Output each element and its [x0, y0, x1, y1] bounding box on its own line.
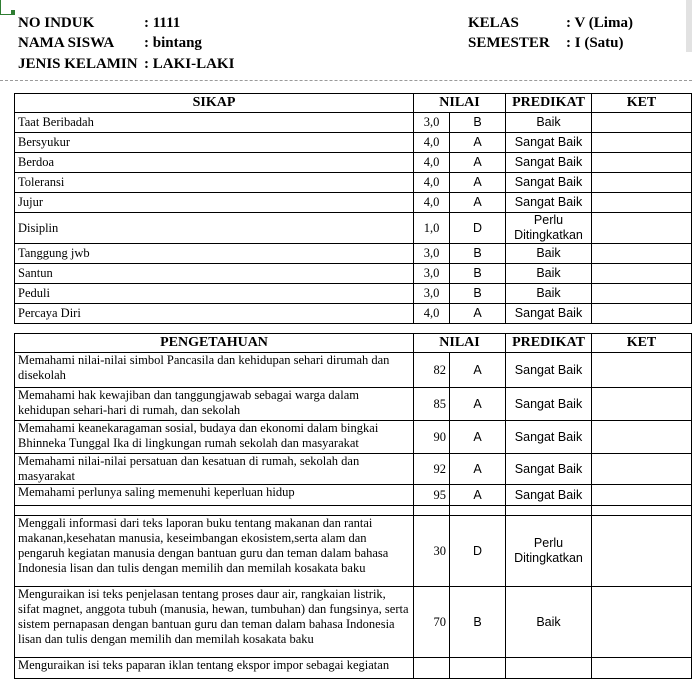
- predikat-cell: Baik: [506, 587, 592, 658]
- spacer-cell: [15, 506, 414, 516]
- sikap-row: [15, 133, 692, 153]
- sikap-name-cell: Santun: [15, 264, 414, 284]
- sikap-row: [15, 213, 692, 244]
- ket-cell: [592, 454, 692, 485]
- grade-cell: A: [450, 388, 506, 421]
- predikat-cell: Sangat Baik: [506, 173, 592, 193]
- grade-cell: A: [450, 485, 506, 506]
- pengetahuan-row: [15, 485, 692, 506]
- grade-cell: A: [450, 153, 506, 173]
- predikat-cell: Perlu Ditingkatkan: [506, 213, 592, 244]
- pengetahuan-table: [14, 333, 692, 679]
- sikap-row: [15, 113, 692, 133]
- kompetensi-cell: Menguraikan isi teks paparan iklan tentang ekspor impor sebagai kegiatan: [15, 658, 414, 679]
- grade-cell: A: [450, 421, 506, 454]
- ket-header: KET: [592, 94, 692, 113]
- ket-cell: [592, 388, 692, 421]
- predikat-header: PREDIKAT: [506, 334, 592, 353]
- grade-cell: A: [450, 133, 506, 153]
- semester-value: : I (Satu): [566, 35, 624, 51]
- spacer-cell: [592, 506, 692, 516]
- predikat-cell: Baik: [506, 113, 592, 133]
- grade-cell: D: [450, 213, 506, 244]
- sikap-name-cell: Jujur: [15, 193, 414, 213]
- grade-cell: A: [450, 173, 506, 193]
- grade-cell: A: [450, 193, 506, 213]
- kompetensi-cell: Memahami keanekaragaman sosial, budaya dan ekonomi dalam bingkai Bhinneka Tunggal Ika di lingkungan rumah sekolah dan masyarakat: [15, 421, 414, 454]
- score-cell: 3,0: [414, 244, 450, 264]
- ket-cell: [592, 516, 692, 587]
- ket-cell: [592, 353, 692, 388]
- grade-cell: D: [450, 516, 506, 587]
- sikap-name-cell: Toleransi: [15, 173, 414, 193]
- kompetensi-cell: Memahami nilai-nilai persatuan dan kesatuan di rumah, sekolah dan masyarakat: [15, 454, 414, 485]
- nama-siswa-label: NAMA SISWA: [18, 35, 115, 51]
- ket-cell: [592, 284, 692, 304]
- spacer-cell: [506, 506, 592, 516]
- ket-cell: [592, 213, 692, 244]
- kompetensi-cell: Menggali informasi dari teks laporan buku tentang makanan dan rantai makanan,kesehatan manusia, keseimbangan ekosistem,serta alam dan pengaruh kegiatan manusia dengan bantuan guru dan teman dalam bahasa Indonesia lisan dan tulis dengan memilih dan memilah kosakata baku: [15, 516, 414, 587]
- spacer-row: [15, 506, 692, 516]
- sikap-name-cell: Tanggung jwb: [15, 244, 414, 264]
- ket-cell: [592, 153, 692, 173]
- score-cell: 4,0: [414, 153, 450, 173]
- kelas-value: : V (Lima): [566, 15, 633, 31]
- score-cell: [414, 658, 450, 679]
- sikap-row: [15, 193, 692, 213]
- cell-selection-marker: [0, 0, 15, 15]
- jenis-kelamin-label: JENIS KELAMIN: [18, 56, 138, 72]
- sikap-name-cell: Taat Beribadah: [15, 113, 414, 133]
- sikap-name-cell: Percaya Diri: [15, 304, 414, 324]
- pengetahuan-row: [15, 658, 692, 679]
- predikat-cell: Baik: [506, 284, 592, 304]
- sikap-row: [15, 244, 692, 264]
- predikat-cell: Sangat Baik: [506, 193, 592, 213]
- sikap-name-cell: Disiplin: [15, 213, 414, 244]
- pengetahuan-header: PENGETAHUAN: [15, 334, 414, 353]
- vertical-scrollbar[interactable]: [686, 0, 692, 52]
- sikap-header-row: [15, 94, 692, 113]
- ket-cell: [592, 244, 692, 264]
- grade-cell: B: [450, 284, 506, 304]
- score-cell: 4,0: [414, 133, 450, 153]
- score-cell: 92: [414, 454, 450, 485]
- score-cell: 3,0: [414, 284, 450, 304]
- nilai-header: NILAI: [414, 94, 506, 113]
- score-cell: 1,0: [414, 213, 450, 244]
- no-induk-value: : 1111: [144, 15, 181, 31]
- sikap-row: [15, 284, 692, 304]
- pengetahuan-row: [15, 353, 692, 388]
- pengetahuan-row: [15, 587, 692, 658]
- score-cell: 90: [414, 421, 450, 454]
- sikap-row: [15, 153, 692, 173]
- predikat-cell: Sangat Baik: [506, 454, 592, 485]
- score-cell: 82: [414, 353, 450, 388]
- grade-cell: [450, 658, 506, 679]
- predikat-cell: Sangat Baik: [506, 353, 592, 388]
- predikat-cell: Baik: [506, 244, 592, 264]
- predikat-cell: Sangat Baik: [506, 153, 592, 173]
- sikap-header: SIKAP: [15, 94, 414, 113]
- ket-cell: [592, 133, 692, 153]
- score-cell: 70: [414, 587, 450, 658]
- score-cell: 4,0: [414, 173, 450, 193]
- score-cell: 85: [414, 388, 450, 421]
- predikat-cell: Sangat Baik: [506, 304, 592, 324]
- pengetahuan-row: [15, 388, 692, 421]
- no-induk-label: NO INDUK: [18, 15, 95, 31]
- ket-cell: [592, 485, 692, 506]
- grade-cell: B: [450, 244, 506, 264]
- pengetahuan-header-row: [15, 334, 692, 353]
- ket-header: KET: [592, 334, 692, 353]
- predikat-cell: Sangat Baik: [506, 133, 592, 153]
- nilai-header: NILAI: [414, 334, 506, 353]
- ket-cell: [592, 264, 692, 284]
- spacer-cell: [450, 506, 506, 516]
- kompetensi-cell: Menguraikan isi teks penjelasan tentang proses daur air, rangkaian listrik, sifat magnet, anggota tubuh (manusia, hewan, tumbuhan) dan fungsinya, serta sistem pernapasan dengan bantuan guru dan teman dalam bahasa Indonesia lisan dan tulis dengan memilih dan memilah kosakata baku: [15, 587, 414, 658]
- ket-cell: [592, 304, 692, 324]
- predikat-cell: Sangat Baik: [506, 421, 592, 454]
- grade-cell: A: [450, 454, 506, 485]
- ket-cell: [592, 193, 692, 213]
- pengetahuan-row: [15, 454, 692, 485]
- sikap-row: [15, 304, 692, 324]
- score-cell: 3,0: [414, 264, 450, 284]
- score-cell: 3,0: [414, 113, 450, 133]
- ket-cell: [592, 587, 692, 658]
- sikap-table: [14, 93, 692, 324]
- grade-cell: A: [450, 304, 506, 324]
- predikat-cell: Sangat Baik: [506, 388, 592, 421]
- pengetahuan-row: [15, 516, 692, 587]
- sikap-row: [15, 173, 692, 193]
- semester-label: SEMESTER: [468, 35, 550, 51]
- pengetahuan-row: [15, 421, 692, 454]
- score-cell: 4,0: [414, 304, 450, 324]
- grade-cell: B: [450, 113, 506, 133]
- sikap-name-cell: Peduli: [15, 284, 414, 304]
- score-cell: 95: [414, 485, 450, 506]
- predikat-cell: Baik: [506, 264, 592, 284]
- ket-cell: [592, 113, 692, 133]
- grade-cell: B: [450, 587, 506, 658]
- jenis-kelamin-value: : LAKI-LAKI: [144, 56, 235, 72]
- sikap-name-cell: Bersyukur: [15, 133, 414, 153]
- ket-cell: [592, 658, 692, 679]
- kompetensi-cell: Memahami perlunya saling memenuhi keperluan hidup: [15, 485, 414, 506]
- kompetensi-cell: Memahami nilai-nilai simbol Pancasila dan kehidupan sehari dirumah dan disekolah: [15, 353, 414, 388]
- page-break-line: [0, 80, 692, 81]
- spacer-cell: [414, 506, 450, 516]
- ket-cell: [592, 173, 692, 193]
- predikat-cell: [506, 658, 592, 679]
- predikat-cell: Perlu Ditingkatkan: [506, 516, 592, 587]
- sikap-name-cell: Berdoa: [15, 153, 414, 173]
- sikap-row: [15, 264, 692, 284]
- score-cell: 30: [414, 516, 450, 587]
- kelas-label: KELAS: [468, 15, 519, 31]
- grade-cell: B: [450, 264, 506, 284]
- predikat-cell: Sangat Baik: [506, 485, 592, 506]
- nama-siswa-value: : bintang: [144, 35, 202, 51]
- ket-cell: [592, 421, 692, 454]
- grade-cell: A: [450, 353, 506, 388]
- predikat-header: PREDIKAT: [506, 94, 592, 113]
- score-cell: 4,0: [414, 193, 450, 213]
- kompetensi-cell: Memahami hak kewajiban dan tanggungjawab sebagai warga dalam kehidupan sehari-hari di rumah, dan sekolah: [15, 388, 414, 421]
